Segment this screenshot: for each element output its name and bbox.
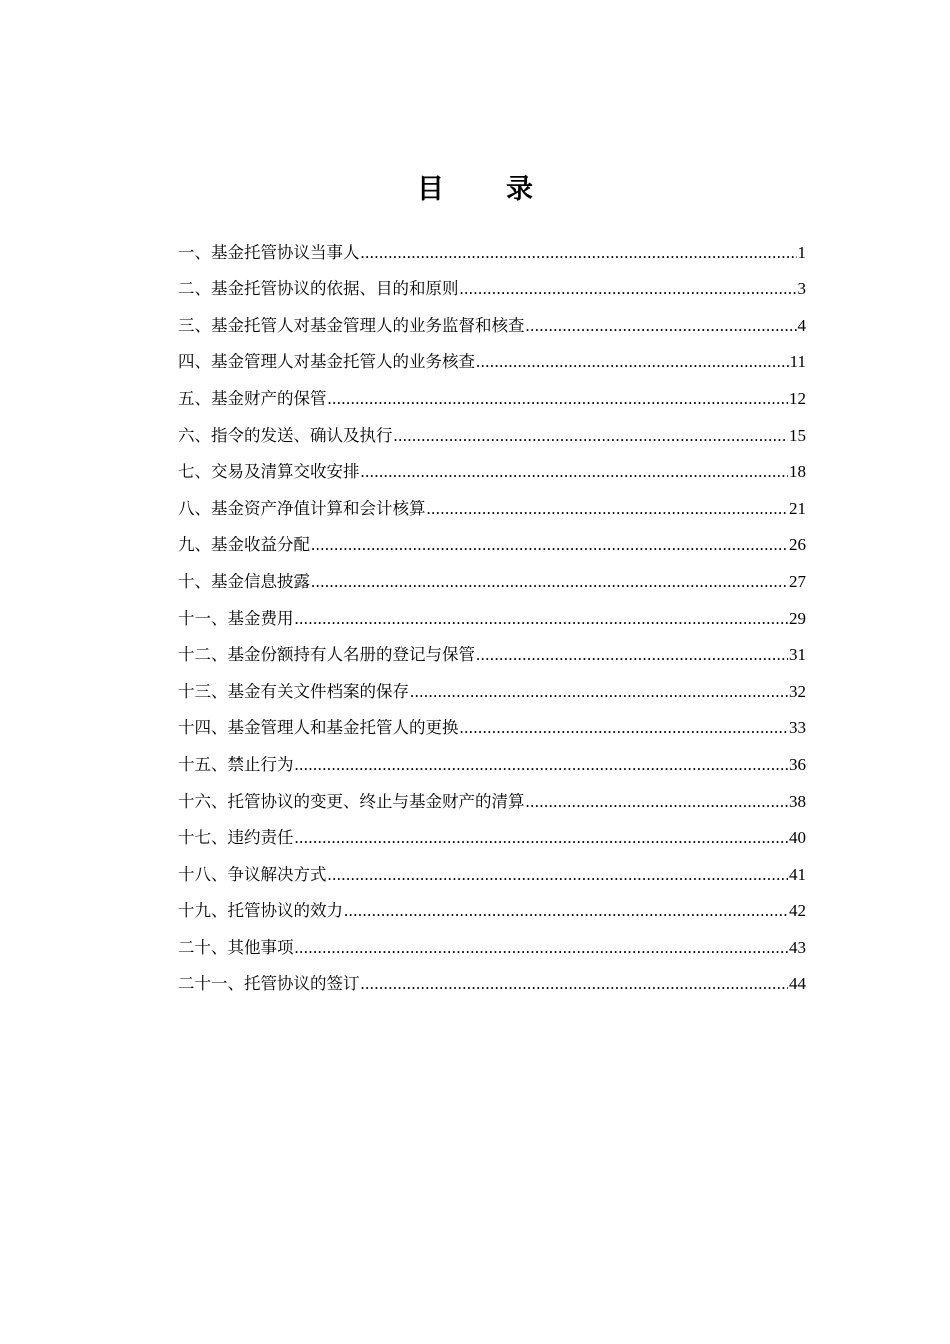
- toc-entry-19[interactable]: [178, 885, 806, 922]
- toc-entry-12[interactable]: [178, 629, 806, 666]
- toc-entry-4[interactable]: [178, 336, 806, 373]
- toc-entry-page: 27: [789, 571, 806, 591]
- toc-title-right: 录: [506, 174, 533, 205]
- toc-entry-13[interactable]: [178, 665, 806, 702]
- toc-entry-label: 一、基金托管协议当事人: [178, 242, 360, 262]
- toc-entry-label: 三、基金托管人对基金管理人的业务监督和核查: [178, 315, 525, 335]
- dot-leader: [311, 572, 788, 592]
- toc-entry-label: 二十、其他事项: [178, 937, 294, 957]
- dot-leader: [460, 279, 797, 299]
- toc-entry-label: 十、基金信息披露: [178, 571, 310, 591]
- toc-entry-2[interactable]: [178, 263, 806, 300]
- toc-entry-page: 38: [789, 791, 806, 811]
- toc-entry-label: 十四、基金管理人和基金托管人的更换: [178, 718, 459, 738]
- dot-leader: [361, 974, 789, 994]
- toc-entry-11[interactable]: [178, 592, 806, 629]
- toc-entry-label: 十六、托管协议的变更、终止与基金财产的清算: [178, 791, 525, 811]
- toc-entry-page: 15: [789, 425, 806, 445]
- toc-entry-page: 4: [797, 315, 806, 335]
- dot-leader: [361, 462, 789, 482]
- dot-leader: [361, 243, 797, 263]
- toc-title: [0, 172, 950, 208]
- toc-entry-page: 11: [789, 352, 806, 372]
- toc-entry-label: 十九、托管协议的效力: [178, 901, 343, 921]
- toc-entry-label: 二、基金托管协议的依据、目的和原则: [178, 279, 459, 299]
- toc-entry-17[interactable]: [178, 812, 806, 849]
- toc-entry-label: 七、交易及清算交收安排: [178, 462, 360, 482]
- toc-entry-14[interactable]: [178, 702, 806, 739]
- dot-leader: [410, 682, 788, 702]
- toc-entry-page: 1: [797, 242, 806, 262]
- dot-leader: [311, 535, 788, 555]
- toc-entry-5[interactable]: [178, 372, 806, 409]
- toc-entry-page: 29: [789, 608, 806, 628]
- toc-entry-label: 十二、基金份额持有人名册的登记与保管: [178, 645, 475, 665]
- dot-leader: [526, 316, 797, 336]
- toc-entry-9[interactable]: [178, 519, 806, 556]
- toc-entry-page: 32: [789, 681, 806, 701]
- toc-entry-3[interactable]: [178, 299, 806, 336]
- toc-entry-page: 43: [789, 937, 806, 957]
- toc-entry-16[interactable]: [178, 775, 806, 812]
- dot-leader: [344, 901, 788, 921]
- toc-title-left: 目: [417, 174, 444, 205]
- toc-entry-page: 3: [797, 279, 806, 299]
- dot-leader: [295, 755, 789, 775]
- toc-entry-label: 十五、禁止行为: [178, 754, 294, 774]
- toc-entry-page: 12: [789, 388, 806, 408]
- toc-entry-20[interactable]: [178, 921, 806, 958]
- toc-entry-7[interactable]: [178, 446, 806, 483]
- toc-entry-page: 41: [789, 864, 806, 884]
- toc-entry-page: 36: [789, 754, 806, 774]
- toc-entry-18[interactable]: [178, 848, 806, 885]
- toc-entry-label: 五、基金财产的保管: [178, 388, 327, 408]
- toc-entry-8[interactable]: [178, 482, 806, 519]
- toc-list: [178, 226, 806, 994]
- toc-entry-label: 十七、违约责任: [178, 828, 294, 848]
- toc-entry-page: 26: [789, 535, 806, 555]
- toc-entry-6[interactable]: [178, 409, 806, 446]
- toc-entry-page: 31: [789, 645, 806, 665]
- toc-entry-page: 18: [789, 462, 806, 482]
- dot-leader: [427, 499, 789, 519]
- dot-leader: [526, 792, 789, 812]
- dot-leader: [328, 865, 789, 885]
- toc-entry-label: 八、基金资产净值计算和会计核算: [178, 498, 426, 518]
- toc-entry-page: 42: [789, 901, 806, 921]
- dot-leader: [460, 718, 789, 738]
- toc-entry-label: 十一、基金费用: [178, 608, 294, 628]
- toc-entry-21[interactable]: [178, 958, 806, 995]
- dot-leader: [295, 828, 789, 848]
- toc-entry-label: 四、基金管理人对基金托管人的业务核查: [178, 352, 475, 372]
- toc-entry-label: 六、指令的发送、确认及执行: [178, 425, 393, 445]
- toc-entry-page: 33: [789, 718, 806, 738]
- dot-leader: [394, 426, 789, 446]
- toc-entry-15[interactable]: [178, 738, 806, 775]
- toc-entry-page: 40: [789, 828, 806, 848]
- dot-leader: [295, 609, 789, 629]
- toc-entry-label: 十三、基金有关文件档案的保存: [178, 681, 409, 701]
- dot-leader: [295, 938, 789, 958]
- toc-entry-10[interactable]: [178, 555, 806, 592]
- toc-entry-label: 十八、争议解决方式: [178, 864, 327, 884]
- toc-entry-label: 二十一、托管协议的签订: [178, 974, 360, 994]
- toc-entry-page: 21: [789, 498, 806, 518]
- dot-leader: [328, 389, 789, 409]
- toc-entry-page: 44: [789, 974, 806, 994]
- toc-entry-label: 九、基金收益分配: [178, 535, 310, 555]
- toc-entry-1[interactable]: [178, 226, 806, 263]
- dot-leader: [476, 352, 789, 372]
- dot-leader: [476, 645, 788, 665]
